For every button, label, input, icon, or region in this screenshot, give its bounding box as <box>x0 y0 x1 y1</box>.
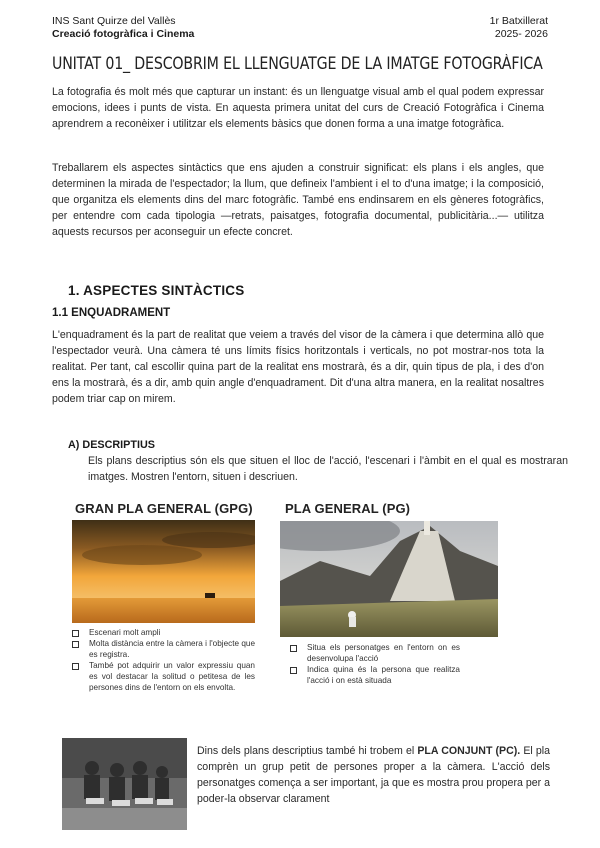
list-item: També pot adquirir un valor expressiu quan es vol destacar la solitud o petitesa de les persones dins de l'entorn on els envolta. <box>72 660 255 693</box>
pc-paragraph: Dins dels plans descriptius també hi trobem el PLA CONJUNT (PC). El pla comprèn un grup petit de persones proper a la càmera. L'acció dels personatges comença a ser important, ja que es mostra prou propera per a poder-la observar clarament <box>197 745 550 805</box>
checkbox-icon <box>290 667 297 674</box>
list-item: Indica quina és la persona que realitza l'acció i on està situada <box>290 664 460 686</box>
intro-paragraph-2: Treballarem els aspectes sintàctics que ens ajuden a construir significat: els plans i els angles, que determinen la mirada de l'espectador; la llum, que defineix l'ambient i el to d'una imatge; i la composició, que organitza els elements dins del marc fotogràfic. També ens endinsarem en els gèneres fotogràfics, per entendre com cada tipologia —retrats, paisatges, fotografia documental, publicitària...— utilitza aquests recursos per aconseguir un efecte concret. <box>52 162 544 238</box>
mountain-city-image <box>280 521 498 637</box>
intro-paragraph-1: La fotografia és molt més que capturar un instant: és un llenguatge visual amb el qual podem expressar emocions, idees i punts de vista. En aquesta primera unitat del curs de Creació Fotogràfica i Cinema aprendrem a reconèixer i utilitzar els elements bàsics que donen forma a una imatge fotogràfica. <box>52 86 544 130</box>
pg-landscape-photo <box>280 521 498 637</box>
checkbox-icon <box>72 663 79 670</box>
subject-name: Creació fotogràfica i Cinema <box>52 28 195 40</box>
list-item: Escenari molt ampli <box>72 627 255 638</box>
pg-bullet-list <box>290 642 460 686</box>
section-heading: 1. ASPECTES SINTÀCTICS <box>68 283 245 298</box>
gpg-landscape-photo <box>72 520 255 623</box>
checkbox-icon <box>290 645 297 652</box>
pc-term: PLA CONJUNT (PC). <box>417 745 521 757</box>
descriptius-heading: A) DESCRIPTIUS <box>68 439 155 451</box>
school-name: INS Sant Quirze del Vallès <box>52 15 176 27</box>
pg-caption: PLA GENERAL (PG) <box>285 501 411 516</box>
descriptius-paragraph: Els plans descriptius són els que situen el lloc de l'acció, l'escenari i l'àmbit en el qual es mostraran imatges. Mostren l'entorn, situen i descriuen. <box>88 455 568 483</box>
list-item: Molta distància entre la càmera i l'objecte que es registra. <box>72 638 255 660</box>
header-left <box>52 15 194 41</box>
list-item: Situa els personatges en l'entorn on es desenvolupa l'acció <box>290 642 460 664</box>
checkbox-icon <box>72 630 79 637</box>
school-year: 2025- 2026 <box>494 28 548 40</box>
gpg-caption: GRAN PLA GENERAL (GPG) <box>75 501 253 516</box>
pc-group-photo <box>62 738 187 830</box>
gpg-bullet-list <box>72 627 255 693</box>
checkbox-icon <box>72 641 79 648</box>
subsection-heading: 1.1 ENQUADRAMENT <box>52 307 171 319</box>
enquadrament-paragraph: L'enquadrament és la part de realitat que veiem a través del visor de la càmera i que determina allò que l'espectador veurà. Una càmera té uns límits físics horitzontals i verticals, no pot mostrar-nos tota la realitat. Per tant, cal escollir quina part de la realitat ens mostrarà, és a dir, quin tipus de pla, i des d'on ens la mostrarà, és a dir, amb quin angle d'enquadrament. Dit d'una altra manera, en la realitat nosaltres podem triar cap on mirem. <box>52 329 544 405</box>
sunset-field-image <box>72 520 255 623</box>
course-label: 1r Batxillerat <box>489 15 548 27</box>
header-right <box>490 15 548 41</box>
unit-title: UNITAT 01_ DESCOBRIM EL LLENGUATGE DE LA IMATGE FOTOGRÀFICA <box>52 54 543 73</box>
children-group-image <box>62 738 187 830</box>
